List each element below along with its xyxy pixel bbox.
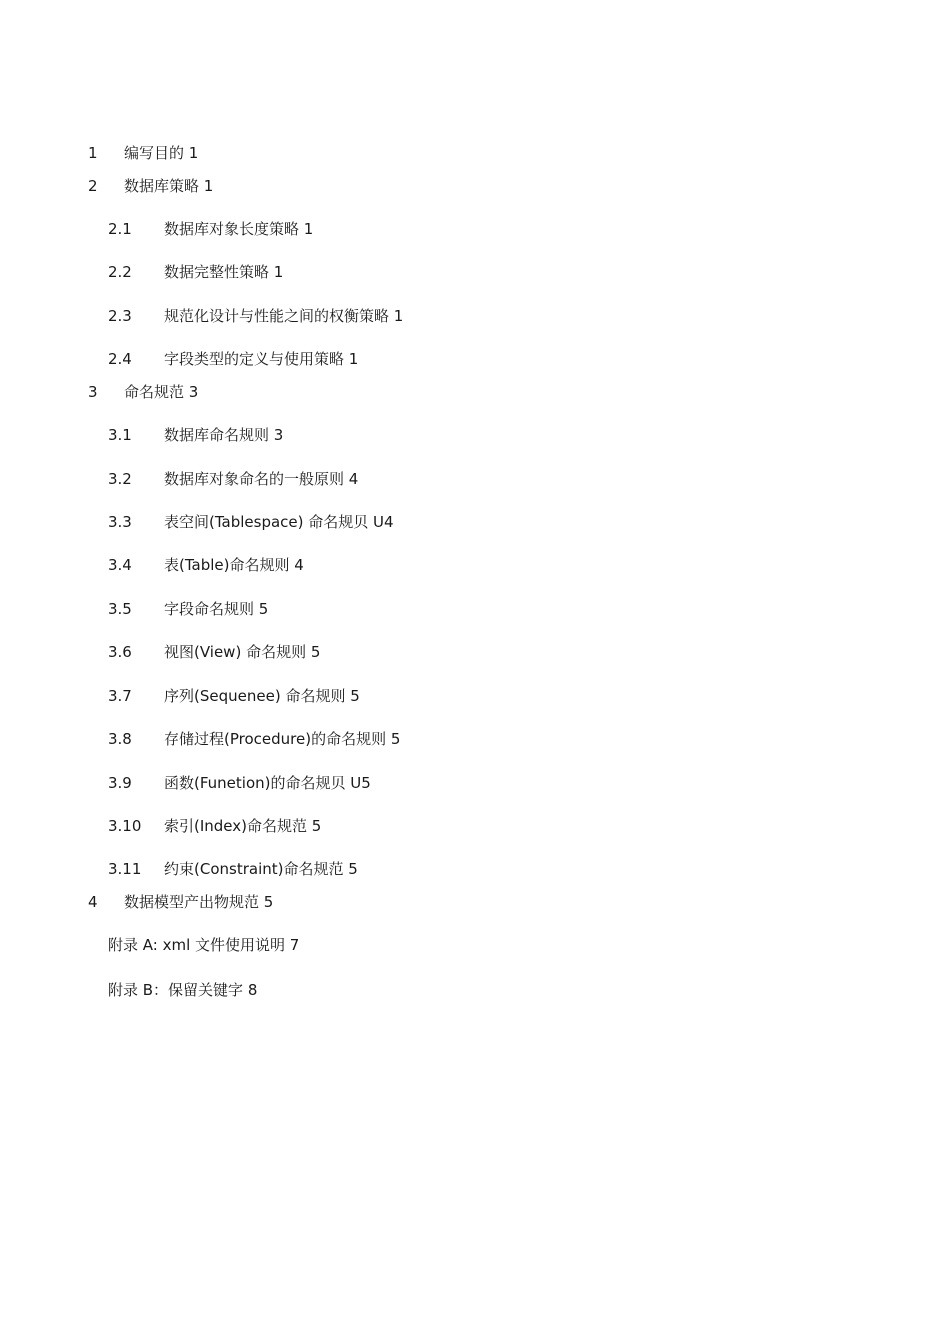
toc-appendix-entry[interactable] bbox=[108, 935, 299, 955]
toc-title: 函数(Funetion)的命名规贝 U5 bbox=[164, 774, 371, 792]
toc-number: 2.4 bbox=[108, 350, 132, 368]
toc-title: 数据模型产出物规范 5 bbox=[124, 893, 274, 911]
toc-number: 3.1 bbox=[108, 426, 132, 444]
toc-title: 索引(Index)命名规范 5 bbox=[164, 817, 322, 835]
toc-page: 5 bbox=[390, 730, 401, 748]
toc-number: 3.5 bbox=[108, 600, 132, 618]
toc-number: 3.9 bbox=[108, 774, 132, 792]
toc-number: 3.6 bbox=[108, 643, 132, 661]
toc-page: 8 bbox=[247, 981, 258, 999]
toc-number: 2.3 bbox=[108, 307, 132, 325]
toc-title: 编写目的 1 bbox=[124, 144, 199, 162]
toc-number: 4 bbox=[88, 893, 98, 911]
toc-number: 3.8 bbox=[108, 730, 132, 748]
toc-page: 5 bbox=[263, 893, 274, 911]
toc-number: 3.10 bbox=[108, 817, 142, 835]
toc-page: 4 bbox=[348, 470, 359, 488]
toc-page: 3 bbox=[188, 383, 199, 401]
toc-number: 3.2 bbox=[108, 470, 132, 488]
toc-page: 1 bbox=[188, 144, 199, 162]
toc-number: 3 bbox=[88, 383, 98, 401]
toc-title: 表空间(Tablespace) 命名规贝 U4 bbox=[164, 513, 394, 531]
toc-page: 3 bbox=[273, 426, 284, 444]
toc-page: 5 bbox=[361, 774, 371, 792]
toc-page: 4 bbox=[294, 556, 304, 574]
toc-title: 序列(Sequenee) 命名规则 5 bbox=[164, 687, 360, 705]
toc-number: 3.4 bbox=[108, 556, 132, 574]
toc-number: 3.7 bbox=[108, 687, 132, 705]
toc-page: 5 bbox=[310, 643, 321, 661]
toc-page: 1 bbox=[393, 307, 404, 325]
toc-number: 2.1 bbox=[108, 220, 132, 238]
toc-page: 5 bbox=[258, 600, 269, 618]
toc-page: 1 bbox=[348, 350, 359, 368]
toc-title: 命名规范 3 bbox=[124, 383, 199, 401]
toc-page: 5 bbox=[311, 817, 322, 835]
toc-title: 数据库对象长度策略 1 bbox=[164, 220, 314, 238]
toc-number: 3.11 bbox=[108, 860, 142, 878]
toc-page: 7 bbox=[289, 936, 300, 954]
toc-title: 数据库命名规则 3 bbox=[164, 426, 284, 444]
toc-page: 5 bbox=[350, 687, 360, 705]
toc-number: 2 bbox=[88, 177, 98, 195]
toc-title: 视图(View) 命名规则 5 bbox=[164, 643, 321, 661]
toc-title: 附录 A: xml 文件使用说明 bbox=[108, 936, 286, 954]
toc-page: 1 bbox=[273, 263, 284, 281]
toc-number: 3.3 bbox=[108, 513, 132, 531]
toc-number: 2.2 bbox=[108, 263, 132, 281]
toc-appendix-entry[interactable] bbox=[108, 980, 257, 1000]
toc-title: 规范化设计与性能之间的权衡策略 1 bbox=[164, 307, 404, 325]
toc-title: 数据库策略 1 bbox=[124, 177, 214, 195]
toc-title: 数据库对象命名的一般原则 4 bbox=[164, 470, 359, 488]
toc-page: 1 bbox=[203, 177, 214, 195]
toc-title: 字段类型的定义与使用策略 1 bbox=[164, 350, 359, 368]
toc-title: 字段命名规则 5 bbox=[164, 600, 269, 618]
toc-title: 数据完整性策略 1 bbox=[164, 263, 284, 281]
toc-page: 1 bbox=[303, 220, 314, 238]
toc-page: 4 bbox=[384, 513, 394, 531]
toc-title: 附录 B：保留关键字 bbox=[108, 981, 244, 999]
toc-page: 5 bbox=[348, 860, 358, 878]
toc-title: 存储过程(Procedure)的命名规则 5 bbox=[164, 730, 401, 748]
toc-title: 约束(Constraint)命名规范 5 bbox=[164, 860, 358, 878]
toc-title: 表(Table)命名规则 4 bbox=[164, 556, 304, 574]
toc-number: 1 bbox=[88, 144, 98, 162]
